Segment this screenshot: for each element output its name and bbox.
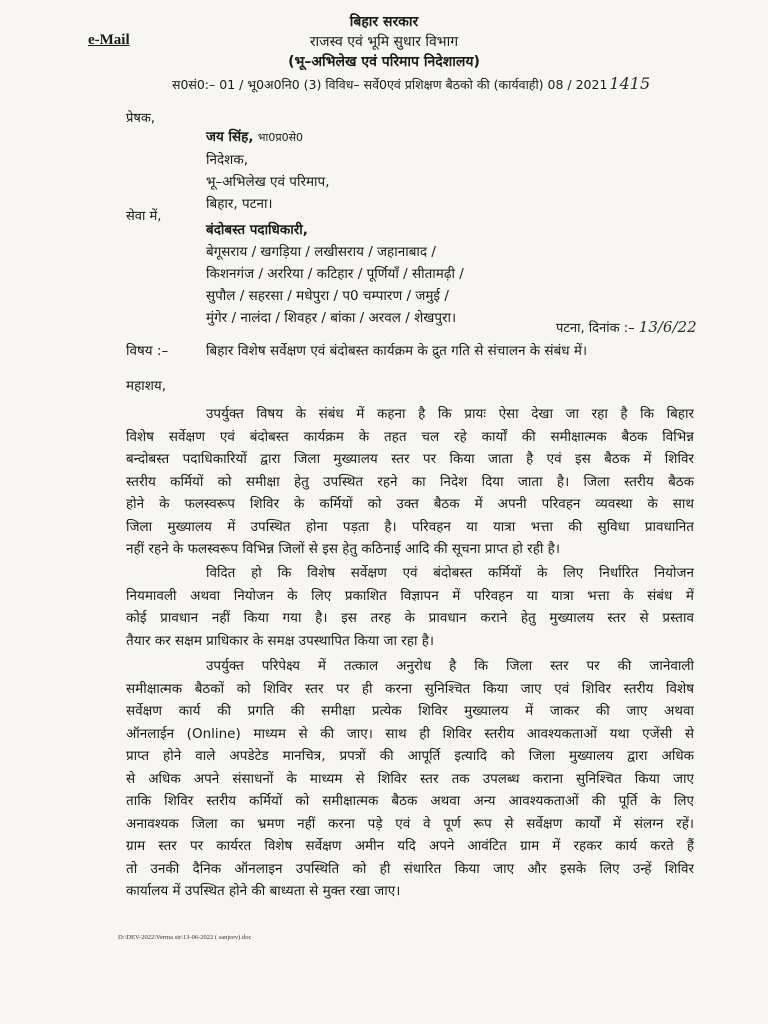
paragraph-line: प्राप्त होने वाले अपडेटेड मानचित्र, प्रपत्रों की आपूर्ति इत्यादि को जिला मुख्यालय द्वारा अधिक (126, 748, 694, 764)
email-tag: e-Mail (88, 32, 130, 48)
paragraph-line: सर्वेक्षण कार्य की प्रगति की समीक्षा प्रत्येक शिविर मुख्यालय में जाकर की जाए अथवा (126, 703, 694, 719)
paragraph-line: उपर्युक्त विषय के संबंध में कहना है कि प्रायः ऐसा देखा जा रहा है कि बिहार (206, 406, 694, 422)
sender-line: बिहार, पटना। (206, 196, 273, 212)
reference-text: स0सं0:– 01 / भू0अ0नि0 (3) विविध– सर्वे0एवं प्रशिक्षण बैठको की (कार्यवाही) 08 / 2021 (172, 77, 608, 92)
recipient-block (206, 219, 464, 329)
paragraph-line: तो उनकी दैनिक ऑनलाइन उपस्थिति को ही संधारित किया जाए और इसके लिए उन्हें शिविर (126, 860, 694, 877)
paragraph-1 (126, 403, 694, 561)
sender-label: प्रेषक, (126, 111, 156, 126)
paragraph-line: ताकि शिविर स्तरीय कर्मियों को समीक्षात्मक बैठक अथवा अन्य आवश्यकताओं की पूर्ति के लिए (126, 793, 694, 809)
date-label: पटना, दिनांक :– (556, 321, 635, 336)
paragraph-line: जिला मुख्यालय में उपस्थित होना पड़ता है। परिवहन या यात्रा भत्ता की सुविधा प्रावधानित (126, 518, 694, 535)
paragraph-line: कार्यालय में उपस्थित होने की बाध्यता से मुक्त रखा जाए। (126, 883, 401, 899)
paragraph-line: स्तरीय कर्मियों को समीक्षा हेतु उपस्थित रहने का निदेश दिया जाता है। जिला स्तरीय बैठक (126, 473, 694, 490)
subject-text: बिहार विशेष सर्वेक्षण एवं बंदोबस्त कार्यक्रम के द्रुत गति से संचालन के संबंध में। (206, 343, 588, 359)
recipient-label: सेवा में, (126, 209, 162, 224)
paragraph-2 (126, 562, 694, 652)
recipient-line: सुपौल / सहरसा / मधेपुरा / प0 चम्पारण / जमुई / (206, 288, 449, 304)
sender-block (206, 126, 330, 215)
subject-label: विषय :– (126, 343, 169, 359)
paragraph-line: ग्राम स्तर पर कार्यरत विशेष सर्वेक्षण अमीन यदि अपने आवंटित ग्राम में रहकर कार्य करते हैं (126, 838, 694, 854)
salutation: महाशय, (126, 378, 167, 394)
reference-number (172, 74, 650, 93)
recipient-line: मुंगेर / नालंदा / शिवहर / बांका / अरवल / शेखपुरा। (206, 310, 457, 326)
paragraph-line: नियमावली अथवा नियोजन के लिए प्रकाशित विज्ञापन में परिवहन या यात्रा भत्ता के संबंध में (126, 587, 694, 604)
handwritten-date: 13/6/22 (638, 318, 697, 336)
paragraph-line: विदित हो कि विशेष सर्वेक्षण एवं बंदोबस्त कर्मियों के लिए निर्धारित नियोजन (206, 565, 694, 581)
department-name: राजस्व एवं भूमि सुधार विभाग (309, 34, 459, 50)
handwritten-ref-number: 1415 (609, 74, 651, 93)
paragraph-line: अनावश्यक जिला का भ्रमण नहीं करना पड़े एवं वे पूर्ण रूप से सर्वेक्षण कार्यों में संलग्न रहें। (126, 815, 694, 832)
recipient-line: बेगूसराय / खगड़िया / लखीसराय / जहानाबाद / (206, 244, 436, 260)
file-path-footer: D:\DEV-2022\Verma sir\13-06-2022 ( sanjeev).doc (118, 934, 252, 941)
paragraph-line: होने के फलस्वरूप शिविर के कर्मियों को उक्त बैठक में अपनी परिवहन व्यवस्था के साथ (126, 496, 694, 512)
directorate-name: (भू–अभिलेख एवं परिमाप निदेशालय) (288, 54, 480, 70)
date-line (556, 318, 697, 336)
sender-service: भा0प्र0से0 (257, 131, 304, 144)
paragraph-line: उपर्युक्त परिपेक्ष्य में तत्काल अनुरोध है कि जिला स्तर पर की जानेवाली (206, 658, 694, 674)
paragraph-line: समीक्षात्मक बैठकों को शिविर स्तर पर ही करना सुनिश्चित किया जाए एवं शिविर स्तरीय विशेष (126, 680, 694, 697)
govt-title: बिहार सरकार (349, 14, 419, 30)
paragraph-line: तैयार कर सक्षम प्राधिकार के समक्ष उपस्थापित किया जा रहा है। (126, 632, 435, 649)
paragraph-line: कोई प्रावधान नहीं किया गया है। इस तरह के प्रावधान कराने हेतु मुख्यालय स्तर से प्रस्ताव (126, 610, 694, 626)
sender-line: भू–अभिलेख एवं परिमाप, (206, 174, 330, 190)
paragraph-line: विशेष सर्वेक्षण एवं बंदोबस्त कार्यक्रम के तहत चल रहे कार्यों की समीक्षात्मक बैठक विभिन्न (126, 428, 694, 445)
paragraph-line: बन्दोबस्त पदाधिकारियों द्वारा जिला मुख्यालय स्तर पर किया जाता है एवं इस बैठक में शिविर (126, 451, 694, 467)
sender-line: निदेशक, (206, 152, 248, 168)
subject-line (126, 341, 588, 359)
sender-name: जय सिंह, (206, 129, 254, 145)
paragraph-line: नहीं रहने के फलस्वरूप विभिन्न जिलों से इस हेतु कठिनाई आदि की सूचना प्राप्त हो रही है। (126, 541, 560, 557)
recipient-line: किशनगंज / अररिया / कटिहार / पूर्णियाँ / सीतामढ़ी / (206, 266, 464, 282)
paragraph-line: से अधिक अपने संसाधनों के माध्यम से शिविर स्तर तक उपलब्ध कराना सुनिश्चित किया जाए (126, 770, 694, 787)
paragraph-3 (126, 655, 694, 903)
paragraph-line: ऑनलाईन (Online) माध्यम से की जाए। साथ ही शिविर स्तरीय आवश्यकताओं यथा एजेंसी से (126, 725, 694, 742)
recipient-title: बंदोबस्त पदाधिकारी, (206, 222, 308, 238)
